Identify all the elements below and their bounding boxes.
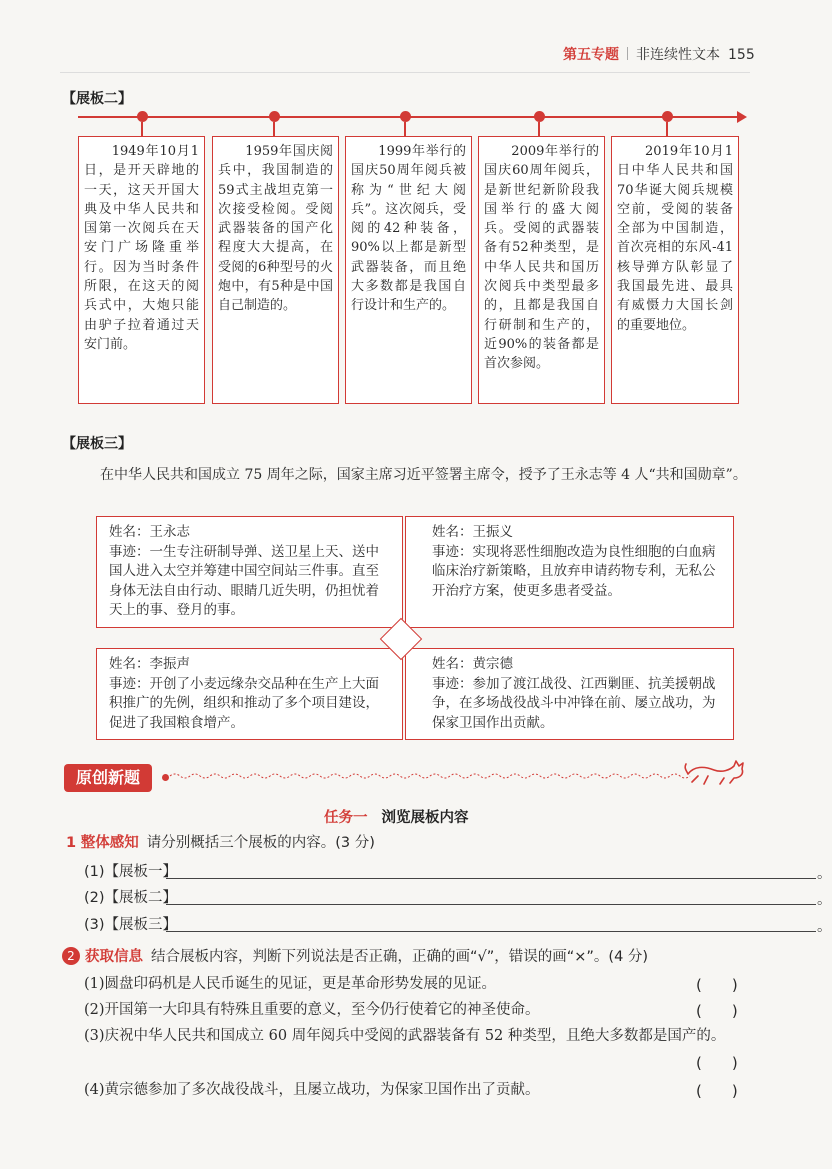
badge-card-wang-zhenyi bbox=[405, 516, 734, 628]
question-prompt: 请分别概括三个展板的内容。(3 分) bbox=[146, 835, 375, 851]
timeline-card-2009: 2009年举行的国庆60周年阅兵，是新世纪新阶段我国举行的盛大阅兵。受阅的武器装备有52种类型，是中华人民共和国历次阅兵中类型最多的，且都是我国自行研制和生产的，近90%的装备都是首次参阅。 bbox=[478, 136, 605, 404]
statement-4 bbox=[84, 1077, 754, 1103]
page-header bbox=[563, 44, 755, 64]
page-number: 155 bbox=[728, 47, 755, 63]
answer-paren[interactable]: ( ) bbox=[696, 1082, 738, 1100]
badge-name: 姓名：王永志 bbox=[109, 524, 190, 540]
answer-row-2 bbox=[84, 886, 832, 908]
timeline-card-1949: 1949年10月1日，是开天辟地的一天，这天开国大典及中华人民共和国第一次阅兵在天安门广场隆重举行。因为当时条件所限，在这天的阅兵式中，大炮只能由驴子拉着通过天安门前。 bbox=[78, 136, 205, 404]
badge-name: 姓名：李振声 bbox=[109, 656, 190, 672]
badge-card-li-zhensheng bbox=[96, 648, 403, 740]
answer-end: 。 bbox=[817, 919, 832, 935]
answer-end: 。 bbox=[817, 866, 832, 882]
task-name: 浏览展板内容 bbox=[381, 810, 469, 826]
timeline-arrow-icon bbox=[737, 111, 747, 123]
timeline-stem bbox=[666, 122, 668, 136]
answer-end: 。 bbox=[817, 892, 832, 908]
badge-card-wang-yongzhi bbox=[96, 516, 403, 628]
statement-3 bbox=[84, 1023, 746, 1049]
timeline-dot bbox=[400, 111, 411, 122]
cat-icon bbox=[684, 758, 748, 786]
timeline-dot bbox=[534, 111, 545, 122]
statement-text: (2)开国第一大印具有特殊且重要的意义，至今仍行使着它的神圣使命。 bbox=[84, 1002, 540, 1018]
answer-paren[interactable]: ( ) bbox=[696, 1054, 738, 1072]
panel3-label: 【展板三】 bbox=[62, 436, 132, 452]
timeline-stem bbox=[273, 122, 275, 136]
statement-1 bbox=[84, 971, 754, 997]
answer-row-1 bbox=[84, 860, 832, 882]
badge-deeds: 事迹：一生专注研制导弹、送卫星上天、送中国人进入太空并筹建中国空间站三件事。直至身体无法自由行动、眼睛几近失明，仍担忧着天上的事、登月的事。 bbox=[109, 543, 379, 618]
badge-deeds: 事迹：参加了渡江战役、江西剿匪、抗美援朝战争，在多场战役战斗中冲锋在前、屡立战功，为保家卫国作出贡献。 bbox=[432, 675, 716, 731]
timeline-stem bbox=[404, 122, 406, 136]
answer-label: (2)【展板二】 bbox=[84, 890, 178, 906]
panel3-intro: 在中华人民共和国成立 75 周年之际，国家主席习近平签署主席令，授予了王永志等 4 人“共和国勋章”。 bbox=[100, 467, 747, 483]
statement-2 bbox=[84, 997, 754, 1023]
badge-dot bbox=[162, 774, 169, 781]
answer-line[interactable] bbox=[166, 878, 816, 879]
badge-deeds: 事迹：开创了小麦远缘杂交品种在生产上大面积推广的先例，组织和推动了多个项目建设，促进了我国粮食增产。 bbox=[109, 675, 379, 731]
decorative-wave bbox=[170, 770, 690, 782]
timeline-dot bbox=[662, 111, 673, 122]
question-number: 2 bbox=[62, 947, 80, 965]
timeline-card-1999: 1999年举行的国庆50周年阅兵被称为“世纪大阅兵”。这次阅兵，受阅的42种装备，90%以上都是新型武器装备，而且绝大多数都是我国自行设计和生产的。 bbox=[345, 136, 472, 404]
task-heading bbox=[324, 806, 469, 827]
original-badge: 原创新题 bbox=[64, 764, 152, 792]
answer-row-3 bbox=[84, 913, 832, 935]
question-2 bbox=[62, 945, 648, 966]
question-number: 1 bbox=[66, 835, 77, 851]
panel2-label: 【展板二】 bbox=[62, 91, 132, 107]
badge-card-huang-zongde bbox=[405, 648, 734, 740]
answer-line[interactable] bbox=[166, 931, 816, 932]
answer-label: (1)【展板一】 bbox=[84, 864, 178, 880]
timeline-dot bbox=[137, 111, 148, 122]
answer-label: (3)【展板三】 bbox=[84, 917, 178, 933]
question-prompt: 结合展板内容，判断下列说法是否正确，正确的画“√”，错误的画“×”。(4 分) bbox=[151, 949, 649, 965]
section-subtitle: 非连续性文本 bbox=[636, 47, 720, 63]
header-rule bbox=[60, 72, 750, 73]
question-1 bbox=[66, 831, 375, 852]
answer-paren[interactable]: ( ) bbox=[696, 976, 738, 994]
statement-text: (1)圆盘印码机是人民币诞生的见证，更是革命形势发展的见证。 bbox=[84, 976, 497, 992]
badge-name: 姓名：黄宗德 bbox=[432, 656, 513, 672]
badge-name: 姓名：王振义 bbox=[432, 524, 513, 540]
timeline-card-2019: 2019年10月1日中华人民共和国70华诞大阅兵规模空前，受阅的装备全部为中国制造，首次亮相的东风-41核导弹方队彰显了我国最先进、最具有威慑力大国长剑的重要地位。 bbox=[611, 136, 739, 404]
badge-deeds: 事迹：实现将恶性细胞改造为良性细胞的白血病临床治疗新策略，且放弃申请药物专利，无私公开治疗方案，使更多患者受益。 bbox=[432, 543, 716, 599]
timeline-dot bbox=[269, 111, 280, 122]
answer-paren[interactable]: ( ) bbox=[696, 1002, 738, 1020]
answer-line[interactable] bbox=[166, 904, 816, 905]
question-keyword: 获取信息 bbox=[85, 949, 143, 965]
timeline-card-1959: 1959年国庆阅兵中，我国制造的59式主战坦克第一次接受检阅。受阅武器装备的国产化程度大大提高，在受阅的6种型号的火炮中，有5种是中国自己制造的。 bbox=[212, 136, 339, 404]
timeline-stem bbox=[141, 122, 143, 136]
header-divider bbox=[627, 47, 628, 60]
timeline-stem bbox=[538, 122, 540, 136]
statement-text: (3)庆祝中华人民共和国成立 60 周年阅兵中受阅的武器装备有 52 种类型，且绝大多数都是国产的。 bbox=[84, 1028, 726, 1044]
statement-text: (4)黄宗德参加了多次战役战斗，且屡立战功，为保家卫国作出了贡献。 bbox=[84, 1082, 540, 1098]
section-title: 第五专题 bbox=[563, 47, 619, 63]
question-keyword: 整体感知 bbox=[80, 835, 139, 851]
task-title: 任务一 bbox=[324, 810, 368, 826]
